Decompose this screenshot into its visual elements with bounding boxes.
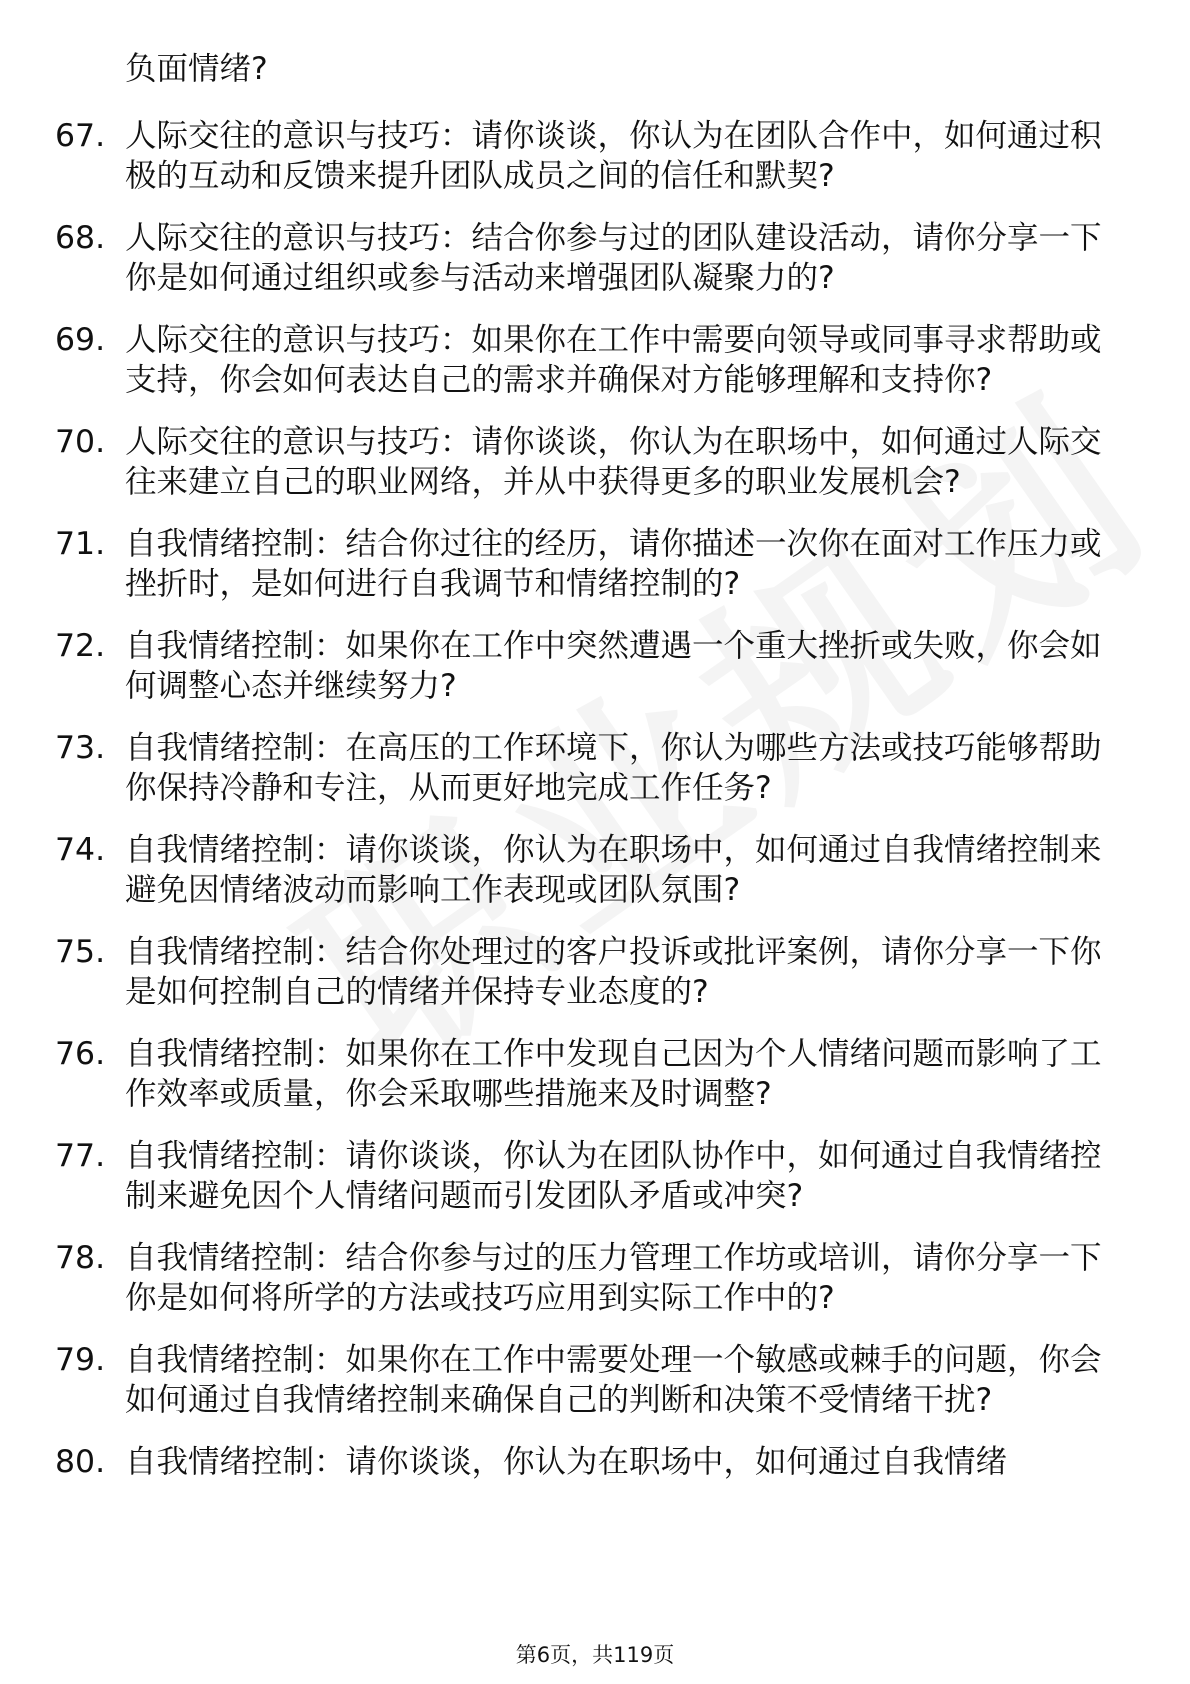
list-item bbox=[55, 1034, 1115, 1114]
item-number: 74. bbox=[55, 832, 106, 868]
item-number: 72. bbox=[55, 628, 106, 664]
item-text: 自我情绪控制：结合你过往的经历，请你描述一次你在面对工作压力或挫折时，是如何进行自我调节和情绪控制的? bbox=[125, 526, 1102, 602]
list-item bbox=[55, 1136, 1115, 1216]
item-text: 自我情绪控制：在高压的工作环境下，你认为哪些方法或技巧能够帮助你保持冷静和专注，从而更好地完成工作任务? bbox=[125, 730, 1102, 806]
list-item bbox=[55, 728, 1115, 808]
item-number: 76. bbox=[55, 1036, 106, 1072]
item-text: 自我情绪控制：请你谈谈，你认为在团队协作中，如何通过自我情绪控制来避免因个人情绪问题而引发团队矛盾或冲突? bbox=[125, 1138, 1102, 1214]
item-text: 人际交往的意识与技巧：结合你参与过的团队建设活动，请你分享一下你是如何通过组织或参与活动来增强团队凝聚力的? bbox=[125, 220, 1102, 296]
item-number: 68. bbox=[55, 220, 106, 256]
item-text: 自我情绪控制：如果你在工作中突然遭遇一个重大挫折或失败，你会如何调整心态并继续努力? bbox=[125, 628, 1102, 704]
item-number: 73. bbox=[55, 730, 106, 766]
item-number: 75. bbox=[55, 934, 106, 970]
item-number: 79. bbox=[55, 1342, 106, 1378]
list-item bbox=[55, 1340, 1115, 1420]
list-item bbox=[55, 626, 1115, 706]
item-text: 自我情绪控制：结合你参与过的压力管理工作坊或培训，请你分享一下你是如何将所学的方法或技巧应用到实际工作中的? bbox=[125, 1240, 1102, 1316]
item-text: 自我情绪控制：结合你处理过的客户投诉或批评案例，请你分享一下你是如何控制自己的情绪并保持专业态度的? bbox=[125, 934, 1102, 1010]
list-item bbox=[55, 218, 1115, 298]
page-footer: 第6页，共119页 bbox=[515, 1643, 675, 1667]
item-text: 人际交往的意识与技巧：如果你在工作中需要向领导或同事寻求帮助或支持，你会如何表达自己的需求并确保对方能够理解和支持你? bbox=[125, 322, 1102, 398]
item-number: 77. bbox=[55, 1138, 106, 1174]
list-item bbox=[55, 422, 1115, 502]
list-item bbox=[55, 932, 1115, 1012]
list-item bbox=[55, 320, 1115, 400]
item-number: 70. bbox=[55, 424, 106, 460]
item-number: 78. bbox=[55, 1240, 106, 1276]
list-item bbox=[55, 1442, 1115, 1482]
item-text: 自我情绪控制：如果你在工作中需要处理一个敏感或棘手的问题，你会如何通过自我情绪控制来确保自己的判断和决策不受情绪干扰? bbox=[125, 1342, 1102, 1418]
item-text: 自我情绪控制：请你谈谈，你认为在职场中，如何通过自我情绪控制来避免因情绪波动而影响工作表现或团队氛围? bbox=[125, 832, 1102, 908]
item-text: 自我情绪控制：如果你在工作中发现自己因为个人情绪问题而影响了工作效率或质量，你会采取哪些措施来及时调整? bbox=[125, 1036, 1102, 1112]
document-body bbox=[55, 48, 1115, 1504]
item-number: 80. bbox=[55, 1444, 106, 1480]
item-number: 69. bbox=[55, 322, 106, 358]
item-number: 71. bbox=[55, 526, 106, 562]
continued-text: 负面情绪? bbox=[125, 51, 268, 87]
item-number: 67. bbox=[55, 118, 106, 154]
item-text: 自我情绪控制：请你谈谈，你认为在职场中，如何通过自我情绪 bbox=[125, 1444, 1008, 1480]
list-item bbox=[55, 524, 1115, 604]
item-text: 人际交往的意识与技巧：请你谈谈，你认为在职场中，如何通过人际交往来建立自己的职业网络，并从中获得更多的职业发展机会? bbox=[125, 424, 1102, 500]
list-item bbox=[55, 1238, 1115, 1318]
item-text: 人际交往的意识与技巧：请你谈谈，你认为在团队合作中，如何通过积极的互动和反馈来提升团队成员之间的信任和默契? bbox=[125, 118, 1102, 194]
list-item bbox=[55, 116, 1115, 196]
list-item bbox=[55, 830, 1115, 910]
